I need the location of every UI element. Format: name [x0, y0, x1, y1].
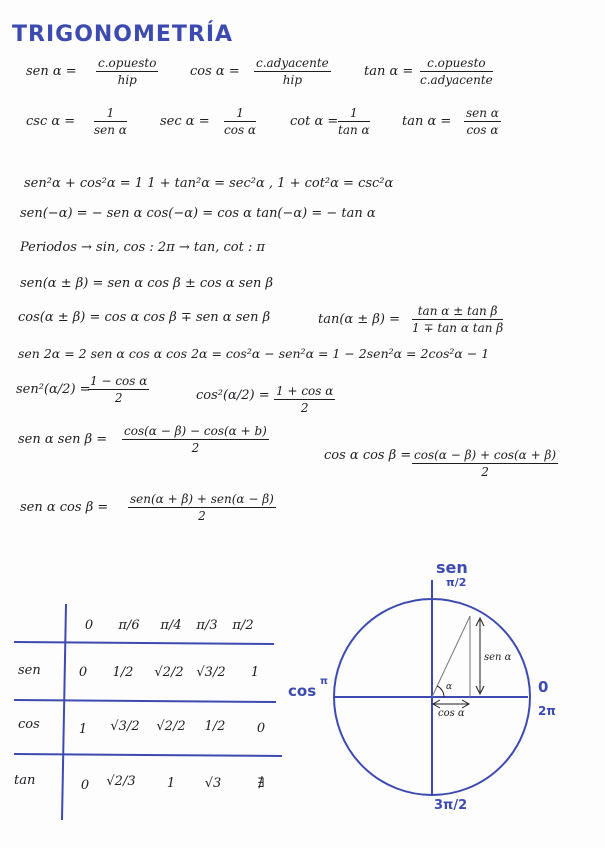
table-cell: 0	[78, 665, 88, 680]
half-sen-label: sen²(α/2) =	[16, 382, 91, 397]
sum-sen-identity: sen(α ± β) = sen α cos β ± cos α sen β	[20, 276, 274, 291]
tan-def-den: c.adyacente	[420, 73, 493, 87]
table-header-0: 0	[84, 618, 94, 633]
half-sen-den: 2	[114, 391, 123, 405]
cos-segment-label: cos α	[438, 708, 465, 719]
tan2-def-den: cos α	[466, 123, 499, 137]
table-row-label-sen: sen	[18, 663, 41, 678]
table-cell: ∄	[257, 776, 265, 791]
page-title: TRIGONOMETRÍA	[12, 22, 234, 47]
sum-tan-num: tan α ± tan β	[412, 304, 503, 320]
circle-left-angle: π	[320, 676, 328, 687]
tan2-def-num: sen α	[466, 106, 499, 120]
prod-sen-sen-num: cos(α − β) − cos(α + b)	[124, 424, 267, 438]
sen-def-label: sen α =	[26, 64, 77, 79]
half-cos-label: cos²(α/2) =	[196, 388, 270, 403]
cos-def-den: hip	[282, 73, 303, 87]
half-sen-num: 1 − cos α	[90, 374, 148, 388]
csc-def-num: 1	[94, 106, 127, 122]
prod-sen-sen-label: sen α sen β =	[18, 432, 108, 447]
table-cell: 0	[256, 721, 266, 736]
sec-def-den: cos α	[224, 123, 257, 137]
periods-line: Periodos → sin, cos : 2π → tan, cot : π	[20, 240, 266, 255]
table-row-line-2	[14, 754, 282, 756]
table-cell: √2/2	[154, 665, 184, 680]
table-cell: 1/2	[112, 665, 134, 680]
sen-def-num: c.opuesto	[98, 56, 157, 70]
cot-def-label: cot α =	[290, 114, 339, 129]
sen-segment-label: sen α	[484, 652, 512, 663]
table-header-pi4: π/4	[160, 618, 182, 633]
table-cell: √3/2	[196, 665, 226, 680]
prod-cos-cos-den: 2	[481, 465, 489, 479]
table-header-pi6: π/6	[118, 618, 140, 633]
circle-right-angle-2pi: 2π	[538, 704, 556, 718]
table-cell: √2/3	[106, 774, 136, 789]
cot-def-den: tan α	[338, 123, 370, 137]
prod-cos-cos-num: cos(α − β) + cos(α + β)	[414, 448, 557, 462]
csc-def-den: sen α	[94, 123, 127, 137]
tan-def-label: tan α =	[364, 64, 414, 79]
prod-sen-cos-den: 2	[198, 509, 206, 523]
table-cell: √3	[204, 776, 222, 791]
table-cell: 1	[250, 665, 260, 680]
angle-alpha-label: α	[446, 682, 453, 692]
table-cell: √3/2	[110, 719, 140, 734]
double-angle-identities: sen 2α = 2 sen α cos α cos 2α = cos²α − sen²α = 1 − 2sen²α = 2cos²α − 1	[18, 346, 490, 361]
circle-bottom-angle: 3π/2	[434, 798, 468, 813]
sen-def-den: hip	[117, 73, 137, 87]
negative-angle-identities: sen(−α) = − sen α cos(−α) = cos α tan(−α) = − tan α	[20, 206, 376, 221]
table-cell: √2/2	[156, 719, 186, 734]
table-row-label-tan: tan	[14, 773, 36, 788]
prod-sen-sen-den: 2	[191, 441, 200, 455]
circle-top-angle: π/2	[446, 576, 467, 589]
pythagorean-identities: sen²α + cos²α = 1 1 + tan²α = sec²α , 1 + cot²α = csc²α	[24, 176, 394, 191]
cot-def-num: 1	[338, 106, 370, 122]
half-cos-den: 2	[300, 401, 309, 415]
table-cell: 1	[166, 776, 176, 791]
tan-def-num: c.opuesto	[420, 56, 493, 72]
cos-def-num: c.adyacente	[256, 56, 329, 70]
prod-sen-cos-label: sen α cos β =	[20, 500, 109, 515]
sum-tan-label: tan(α ± β) =	[318, 312, 400, 327]
csc-def-label: csc α =	[26, 114, 76, 129]
cos-def-label: cos α =	[190, 64, 240, 79]
table-row-label-cos: cos	[18, 717, 40, 732]
table-cell: 1	[78, 722, 88, 737]
circle-right-angle-0: 0	[538, 678, 549, 696]
table-header-line	[14, 642, 274, 644]
sum-cos-identity: cos(α ± β) = cos α cos β ∓ sen α sen β	[18, 310, 271, 325]
table-header-pi2: π/2	[232, 618, 254, 633]
angle-arc	[437, 686, 444, 697]
table-cell: 1/2	[204, 719, 226, 734]
half-cos-num: 1 + cos α	[276, 384, 334, 398]
table-vertical-line	[62, 604, 66, 820]
sec-def-num: 1	[224, 106, 256, 122]
sum-tan-den: 1 ∓ tan α tan β	[412, 321, 504, 335]
circle-top-label: sen	[436, 558, 468, 577]
circle-left-label: cos	[288, 682, 317, 700]
table-cell: 0	[80, 778, 90, 793]
sec-def-label: sec α =	[160, 114, 210, 129]
prod-cos-cos-label: cos α cos β =	[324, 448, 412, 463]
prod-sen-cos-num: sen(α + β) + sen(α − β)	[130, 492, 274, 506]
table-header-pi3: π/3	[196, 618, 218, 633]
table-row-line-1	[14, 700, 276, 702]
tan2-def-label: tan α =	[402, 114, 452, 129]
